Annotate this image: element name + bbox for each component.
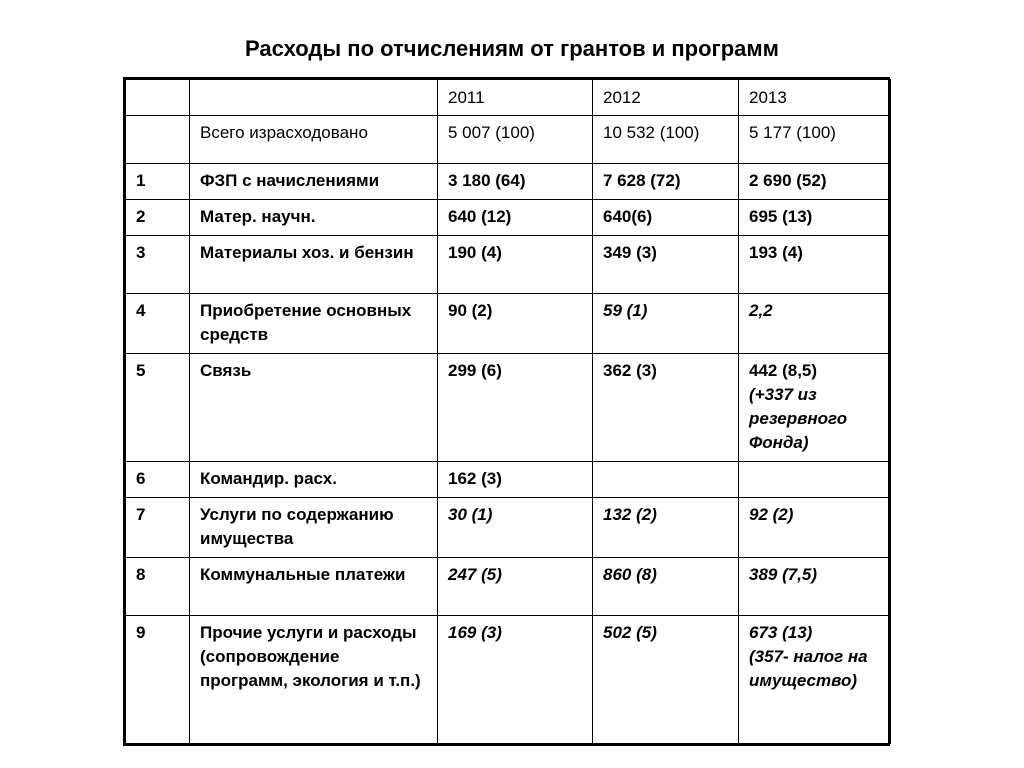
cell-2012: 502 (5)	[593, 616, 739, 744]
table-row	[126, 354, 891, 462]
cell-2011: 169 (3)	[438, 616, 593, 744]
cell-2013-value: 442 (8,5)	[749, 361, 818, 380]
cell-2013-note: (+337 из резервного Фонда)	[749, 385, 848, 452]
row-label: Услуги по содержанию имущества	[190, 498, 438, 558]
cell-2012: 7 628 (72)	[593, 164, 739, 200]
cell-2011: 3 180 (64)	[438, 164, 593, 200]
table-row	[126, 236, 891, 294]
cell-2012: 59 (1)	[593, 294, 739, 354]
row-number: 1	[126, 164, 190, 200]
header-cell-2011: 2011	[438, 80, 593, 116]
table-row	[126, 558, 891, 616]
row-label: Связь	[190, 354, 438, 462]
cell-2013	[739, 616, 891, 744]
row-number: 7	[126, 498, 190, 558]
cell-2013: 2,2	[739, 294, 891, 354]
cell-2011: 190 (4)	[438, 236, 593, 294]
table-row	[126, 294, 891, 354]
row-number: 8	[126, 558, 190, 616]
cell-2011: 247 (5)	[438, 558, 593, 616]
cell-2013: 5 177 (100)	[739, 116, 891, 164]
table-row	[126, 498, 891, 558]
table-row	[126, 164, 891, 200]
header-cell-2013: 2013	[739, 80, 891, 116]
cell-2011: 30 (1)	[438, 498, 593, 558]
cell-2011: 640 (12)	[438, 200, 593, 236]
row-number: 3	[126, 236, 190, 294]
cell-2011: 299 (6)	[438, 354, 593, 462]
cell-2012: 10 532 (100)	[593, 116, 739, 164]
cell-2013: 389 (7,5)	[739, 558, 891, 616]
cell-2013-value: 673 (13)	[749, 623, 813, 642]
table-row	[126, 462, 891, 498]
cell-2013	[739, 462, 891, 498]
header-cell-num	[126, 80, 190, 116]
row-label: Коммунальные платежи	[190, 558, 438, 616]
cell-2013: 695 (13)	[739, 200, 891, 236]
row-number: 4	[126, 294, 190, 354]
row-label: Всего израсходовано	[190, 116, 438, 164]
cell-2011: 90 (2)	[438, 294, 593, 354]
table-row	[126, 616, 891, 744]
cell-2011: 5 007 (100)	[438, 116, 593, 164]
row-label: Прочие услуги и расходы (сопровождение программ, экология и т.п.)	[190, 616, 438, 744]
table-header-row	[126, 80, 891, 116]
row-label: Материалы хоз. и бензин	[190, 236, 438, 294]
row-label: Матер. научн.	[190, 200, 438, 236]
cell-2013: 193 (4)	[739, 236, 891, 294]
expenses-table-frame	[123, 77, 890, 746]
cell-2012	[593, 462, 739, 498]
cell-2012: 349 (3)	[593, 236, 739, 294]
cell-2013	[739, 354, 891, 462]
row-number: 6	[126, 462, 190, 498]
row-number: 9	[126, 616, 190, 744]
cell-2012: 860 (8)	[593, 558, 739, 616]
row-label: Командир. расх.	[190, 462, 438, 498]
cell-2012: 132 (2)	[593, 498, 739, 558]
cell-2013-note: (357- налог на имущество)	[749, 647, 868, 690]
row-label: Приобретение основных средств	[190, 294, 438, 354]
cell-2012: 362 (3)	[593, 354, 739, 462]
cell-2012: 640(6)	[593, 200, 739, 236]
table-row	[126, 200, 891, 236]
row-number: 2	[126, 200, 190, 236]
cell-2011: 162 (3)	[438, 462, 593, 498]
cell-2013: 92 (2)	[739, 498, 891, 558]
page-title: Расходы по отчислениям от грантов и программ	[245, 36, 779, 61]
cell-2013: 2 690 (52)	[739, 164, 891, 200]
header-cell-label	[190, 80, 438, 116]
row-number	[126, 116, 190, 164]
row-number: 5	[126, 354, 190, 462]
row-label: ФЗП с начислениями	[190, 164, 438, 200]
table-row-total	[126, 116, 891, 164]
header-cell-2012: 2012	[593, 80, 739, 116]
expenses-table	[125, 79, 891, 744]
